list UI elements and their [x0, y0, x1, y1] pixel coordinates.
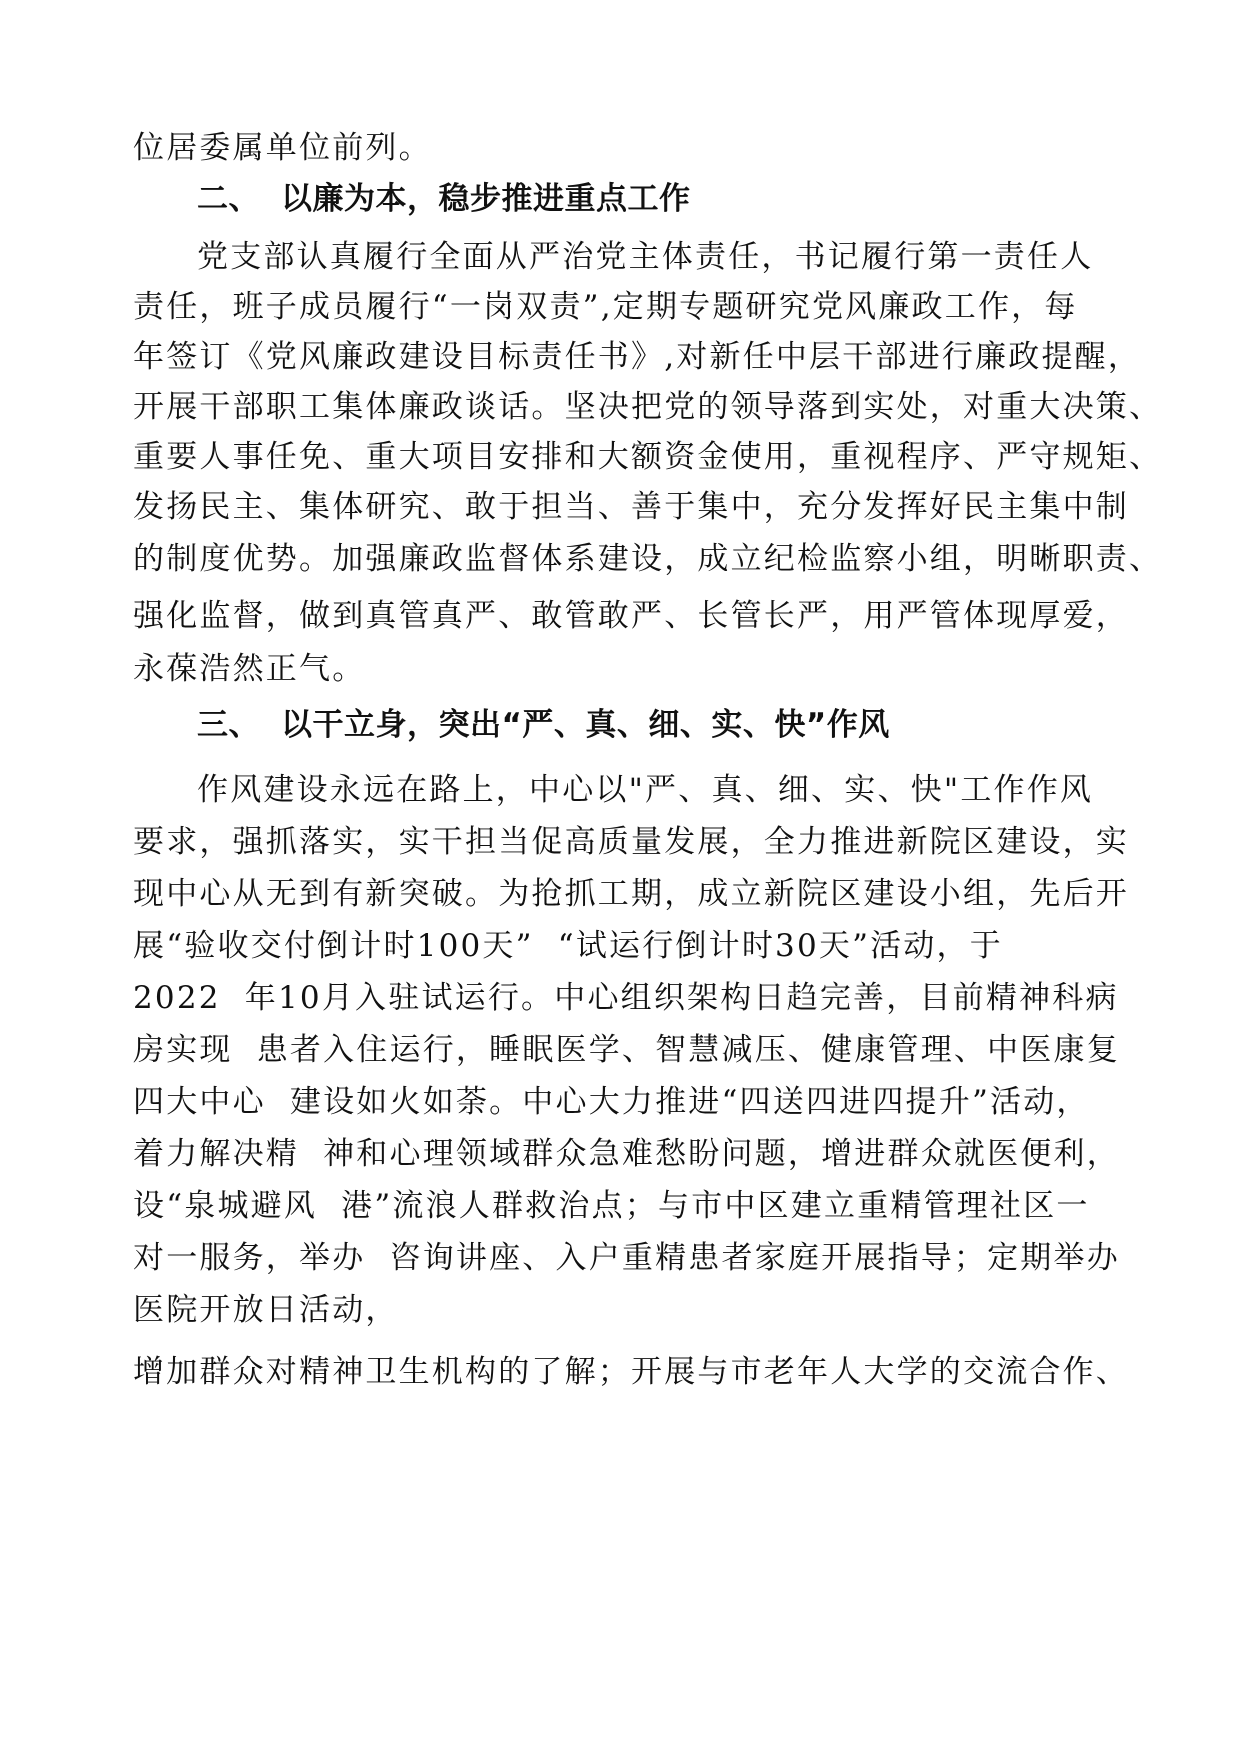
paragraph-line: 重要人事任免、重大项目安排和大额资金使用，重视程序、严守规矩、	[133, 439, 1163, 475]
paragraph-line: 位居委属单位前列。	[133, 130, 432, 166]
paragraph-line: 永葆浩然正气。	[133, 651, 366, 687]
paragraph-line: 着力解决精 神和心理领域群众急难愁盼问题，增进群众就医便利，	[133, 1136, 1120, 1172]
section-heading-2	[197, 179, 691, 219]
section-title: 以干立身，突出“严、真、细、实、快”作风	[281, 707, 890, 743]
section-title: 以廉为本，稳步推进重点工作	[281, 181, 691, 217]
paragraph-line: 年签订《党风廉政建设目标责任书》,对新任中层干部进行廉政提醒，	[133, 339, 1142, 375]
paragraph-line: 对一服务，举办 咨询讲座、入户重精患者家庭开展指导；定期举办	[133, 1240, 1120, 1276]
paragraph-line: 作风建设永远在路上，中心以"严、真、细、实、快"工作作风	[197, 772, 1094, 808]
paragraph-line: 房实现 患者入住运行，睡眠医学、智慧减压、健康管理、中医康复	[133, 1032, 1120, 1068]
paragraph-line: 展“验收交付倒计时100天” “试运行倒计时30天”活动，于	[133, 928, 1003, 964]
paragraph-line: 设“泉城避风 港”流浪人群救治点；与市中区建立重精管理社区一	[133, 1188, 1090, 1224]
paragraph-line: 现中心从无到有新突破。为抢抓工期，成立新院区建设小组，先后开	[133, 876, 1129, 912]
paragraph-line: 2022 年10月入驻试运行。中心组织架构日趋完善，目前精神科病	[133, 980, 1119, 1016]
section-number: 二、	[197, 181, 260, 217]
paragraph-line: 要求，强抓落实，实干担当促高质量发展，全力推进新院区建设，实	[133, 824, 1129, 860]
paragraph-line: 党支部认真履行全面从严治党主体责任，书记履行第一责任人	[197, 239, 1094, 275]
section-number: 三、	[197, 707, 260, 743]
paragraph-line: 的制度优势。加强廉政监督体系建设，成立纪检监察小组，明晰职责、	[133, 541, 1163, 577]
paragraph-line: 强化监督，做到真管真严、敢管敢严、长管长严，用严管体现厚爱，	[133, 598, 1129, 634]
paragraph-line: 开展干部职工集体廉政谈话。坚决把党的领导落到实处，对重大决策、	[133, 389, 1163, 425]
paragraph-line: 责任，班子成员履行“一岗双责”,定期专题研究党风廉政工作，每	[133, 289, 1078, 325]
paragraph-line: 四大中心 建设如火如荼。中心大力推进“四送四进四提升”活动，	[133, 1084, 1090, 1120]
paragraph-line: 医院开放日活动，	[133, 1292, 399, 1328]
section-heading-3	[197, 705, 890, 745]
paragraph-line: 发扬民主、集体研究、敢于担当、善于集中，充分发挥好民主集中制	[133, 489, 1129, 525]
paragraph-line: 增加群众对精神卫生机构的了解；开展与市老年人大学的交流合作、	[133, 1354, 1129, 1390]
